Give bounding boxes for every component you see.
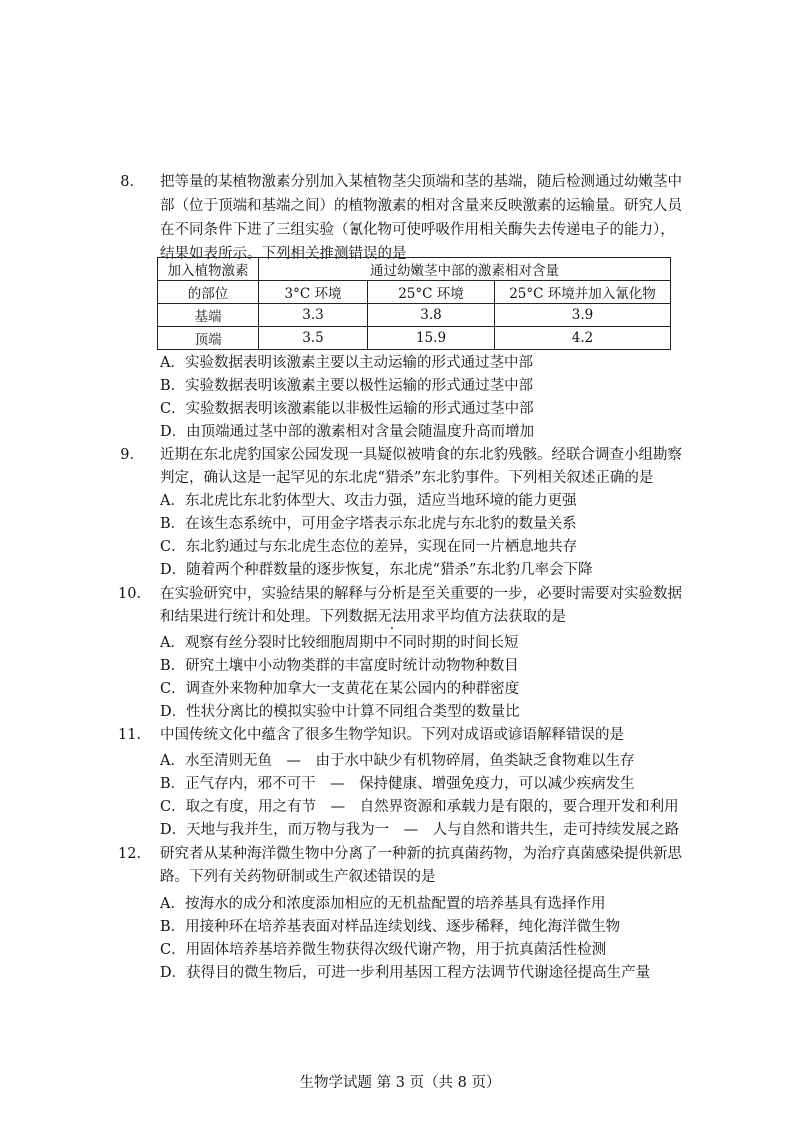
- table-cell: 4.2: [495, 327, 671, 350]
- table-row: [158, 304, 671, 327]
- option-c[interactable]: C．东北豹通过与东北虎生态位的差异，实现在同一片栖息地共存: [160, 539, 578, 555]
- table-cell: 3.3: [259, 304, 368, 327]
- option-b[interactable]: B．用接种环在培养基表面对样品连续划线、逐步稀释，纯化海洋微生物: [160, 919, 621, 935]
- question-text-line: 中国传统文化中蕴含了很多生物学知识。下列对成语或谚语解释错误的是: [160, 727, 624, 743]
- option-b[interactable]: B．研究土壤中小动物类群的丰富度时统计动物物种数目: [160, 658, 519, 674]
- option-d[interactable]: D．获得目的微生物后，可进一步利用基因工程方法调节代谢途径提高生产量: [160, 965, 651, 981]
- question-text-line: [160, 605, 566, 626]
- table-cell: 3.8: [368, 304, 495, 327]
- question-text-line: 近期在东北虎豹国家公园发现一具疑似被啃食的东北豹残骸。经联合调查小组勘察: [160, 447, 682, 463]
- option-c[interactable]: C．调查外来物种加拿大一支黄花在某公园内的种群密度: [160, 681, 520, 697]
- option-b[interactable]: B．正气存内，邪不可干 — 保持健康、增强免疫力，可以减少疾病发生: [160, 776, 635, 792]
- option-a[interactable]: A．按海水的成分和浓度添加相应的无机盐配置的培养基具有选择作用: [160, 896, 606, 912]
- table-row-label: 基端: [158, 304, 259, 327]
- table-header-cell: 的部位: [158, 281, 259, 304]
- table-header-span: 通过幼嫩茎中部的激素相对含量: [259, 258, 671, 281]
- emphasis-text: 无法: [377, 609, 407, 625]
- data-table: [157, 257, 671, 350]
- table-row-label: 顶端: [158, 327, 259, 350]
- option-b[interactable]: B．在该生态系统中，可用金字塔表示东北虎与东北豹的数量关系: [160, 516, 577, 532]
- question-number: 8．: [120, 174, 144, 190]
- option-b[interactable]: B．实验数据表明该激素主要以极性运输的形式通过茎中部: [160, 378, 534, 394]
- option-d[interactable]: D．性状分离比的模拟实验中计算不同组合类型的数量比: [160, 704, 520, 720]
- table-cell: 3.9: [495, 304, 671, 327]
- table-cell: 3.5: [259, 327, 368, 350]
- question-number: 9．: [120, 447, 144, 463]
- table-cell: 15.9: [368, 327, 495, 350]
- table-column-header: 25°C 环境并加入氰化物: [495, 281, 671, 304]
- question-text-line: 在不同条件下进了三组实验（氰化物可使呼吸作用相关酶失去传递电子的能力），: [160, 222, 675, 238]
- option-a[interactable]: A．东北虎比东北豹体型大、攻击力强，适应当地环境的能力更强: [160, 493, 577, 509]
- text-segment: 和结果进行统计和处理。下列数据: [160, 609, 378, 625]
- question-text-line: 在实验研究中，实验结果的解释与分析是至关重要的一步，必要时需要对实验数据: [160, 586, 682, 602]
- option-c[interactable]: C．用固体培养基培养微生物获得次级代谢产物，用于抗真菌活性检测: [160, 942, 607, 958]
- table-header-cell: 加入植物激素: [158, 258, 259, 281]
- page-footer: 生物学试题 第 3 页（共 8 页）: [299, 1075, 501, 1091]
- question-text-line: 路。下列有关药物研制或生产叙述错误的是: [160, 869, 436, 885]
- option-d[interactable]: D．随着两个种群数量的逐步恢复，东北虎“猎杀”东北豹几率会下降: [160, 562, 593, 578]
- question-text-line: 结果如表所示。下列相关推测错误的是: [160, 246, 407, 262]
- option-a[interactable]: A．水至清则无鱼 — 由于水中缺少有机物碎屑，鱼类缺乏食物难以生存: [160, 753, 635, 769]
- table-column-header: 3°C 环境: [259, 281, 368, 304]
- table-column-header: 25°C 环境: [368, 281, 495, 304]
- question-text-line: 把等量的某植物激素分别加入某植物茎尖顶端和茎的基端，随后检测通过幼嫩茎中: [160, 174, 682, 190]
- question-number: 10．: [118, 586, 151, 602]
- table-row: [158, 327, 671, 350]
- option-a[interactable]: A．实验数据表明该激素主要以主动运输的形式通过茎中部: [160, 355, 533, 371]
- question-number: 12．: [118, 846, 151, 862]
- text-segment: 用求平均值方法获取的是: [406, 609, 566, 625]
- option-a[interactable]: A．观察有丝分裂时比较细胞周期中不同时期的时间长短: [160, 635, 519, 651]
- option-d[interactable]: D．天地与我并生，而万物与我为一 — 人与自然和谐共生，走可持续发展之路: [160, 822, 680, 838]
- option-c[interactable]: C．实验数据表明该激素能以非极性运输的形式通过茎中部: [160, 401, 534, 417]
- question-text-line: 判定，确认这是一起罕见的东北虎“猎杀”东北豹事件。下列相关叙述正确的是: [160, 470, 654, 486]
- question-number: 11．: [118, 727, 151, 743]
- option-d[interactable]: D．由顶端通过茎中部的激素相对含量会随温度升高而增加: [160, 424, 535, 440]
- option-c[interactable]: C．取之有度，用之有节 — 自然界资源和承载力是有限的，要合理开发和利用: [160, 799, 679, 815]
- question-text-line: 部（位于顶端和基端之间）的植物激素的相对含量来反映激素的运输量。研究人员: [160, 198, 682, 214]
- question-text-line: 研究者从某种海洋微生物中分离了一种新的抗真菌药物，为治疗真菌感染提供新思: [160, 846, 682, 862]
